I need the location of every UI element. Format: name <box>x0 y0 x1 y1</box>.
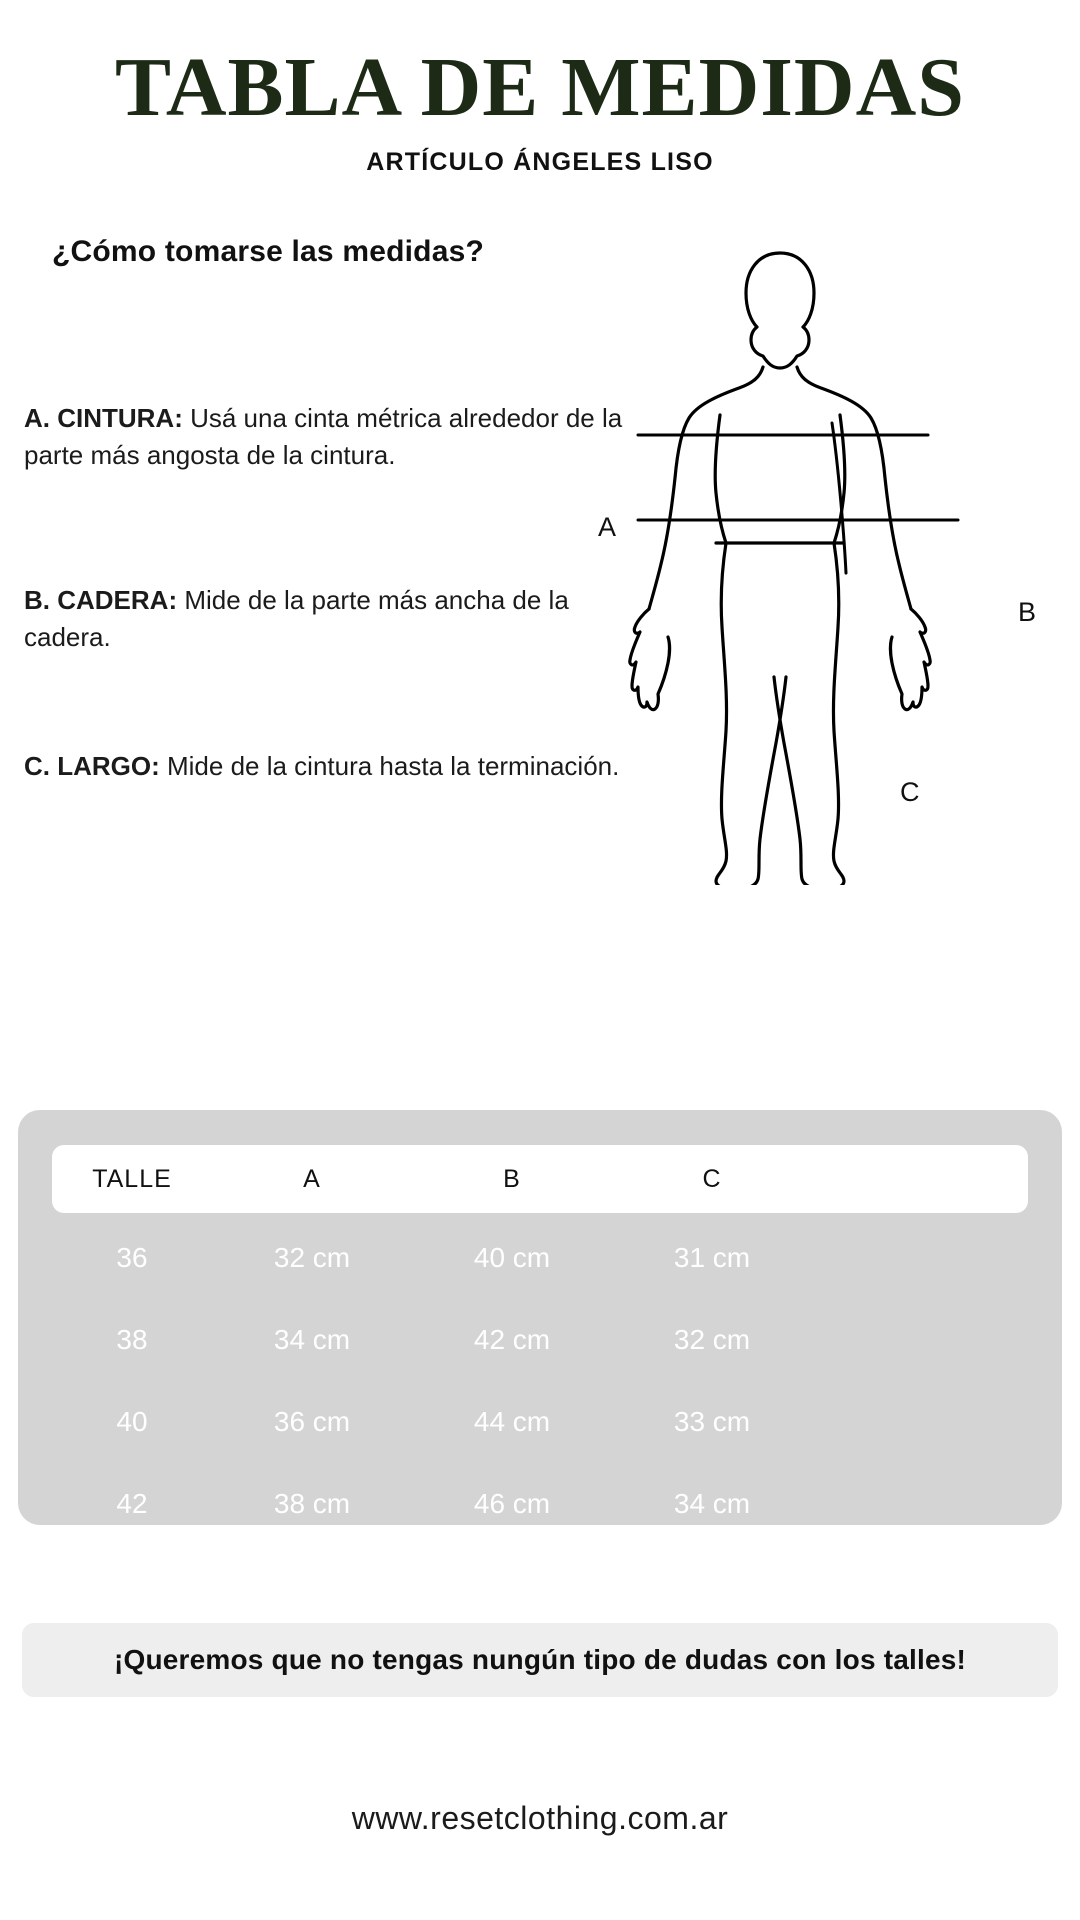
instruction-waist <box>24 400 624 474</box>
instruction-hip-text: Mide de la parte más ancha de la cadera. <box>24 585 569 652</box>
right-upper-body <box>797 367 911 609</box>
column-header-talle: TALLE <box>92 1164 172 1193</box>
cell-c: 34 cm <box>673 1488 751 1519</box>
cell-b: 42 cm <box>473 1324 551 1355</box>
marker-c-label: C <box>900 777 920 807</box>
table-row <box>52 1242 1028 1274</box>
instruction-waist-label: A. CINTURA: <box>24 403 183 433</box>
cell-b: 40 cm <box>473 1242 551 1273</box>
instruction-waist-text: Usá una cinta métrica alrededor de la parte más angosta de la cintura. <box>24 403 623 470</box>
right-hand <box>891 609 931 710</box>
table-row <box>52 1406 1028 1438</box>
cell-a: 38 cm <box>273 1488 351 1519</box>
cell-b: 44 cm <box>473 1406 551 1437</box>
instruction-length-text: Mide de la cintura hasta la terminación. <box>159 751 620 781</box>
column-header-b: B <box>503 1164 521 1193</box>
left-upper-body <box>649 367 763 609</box>
left-leg <box>716 543 786 885</box>
column-header-c: C <box>702 1164 722 1193</box>
instruction-hip <box>24 582 624 656</box>
cell-talle: 36 <box>116 1242 148 1273</box>
instruction-hip-label: B. CADERA: <box>24 585 178 615</box>
footer-website: www.resetclothing.com.ar <box>351 1800 729 1836</box>
right-leg <box>774 543 844 885</box>
page-title: TABLA DE MEDIDAS <box>115 41 965 134</box>
instructions-heading: ¿Cómo tomarse las medidas? <box>52 235 484 268</box>
size-table-header-row <box>52 1145 1028 1213</box>
cell-b: 46 cm <box>473 1488 551 1519</box>
left-hand <box>630 609 670 710</box>
cell-c: 31 cm <box>673 1242 751 1273</box>
body-figure <box>580 245 980 885</box>
cell-a: 32 cm <box>273 1242 351 1273</box>
page-subtitle: ARTÍCULO ÁNGELES LISO <box>366 148 714 176</box>
column-header-a: A <box>303 1164 321 1193</box>
cell-c: 33 cm <box>673 1406 751 1437</box>
cell-talle: 38 <box>116 1324 148 1355</box>
instruction-length-label: C. LARGO: <box>24 751 160 781</box>
cell-a: 34 cm <box>273 1324 351 1355</box>
table-row <box>52 1488 1028 1520</box>
banner-text: ¡Queremos que no tengas nungún tipo de dudas con los talles! <box>113 1644 967 1675</box>
cell-c: 32 cm <box>673 1324 751 1355</box>
marker-a-label: A <box>598 512 617 542</box>
head-outline <box>746 253 814 368</box>
reassurance-banner <box>22 1623 1058 1697</box>
cell-a: 36 cm <box>273 1406 351 1437</box>
marker-b-label: B <box>1018 597 1037 627</box>
table-row <box>52 1324 1028 1356</box>
cell-talle: 40 <box>116 1406 148 1437</box>
instruction-length <box>24 748 624 785</box>
cell-talle: 42 <box>116 1488 148 1519</box>
